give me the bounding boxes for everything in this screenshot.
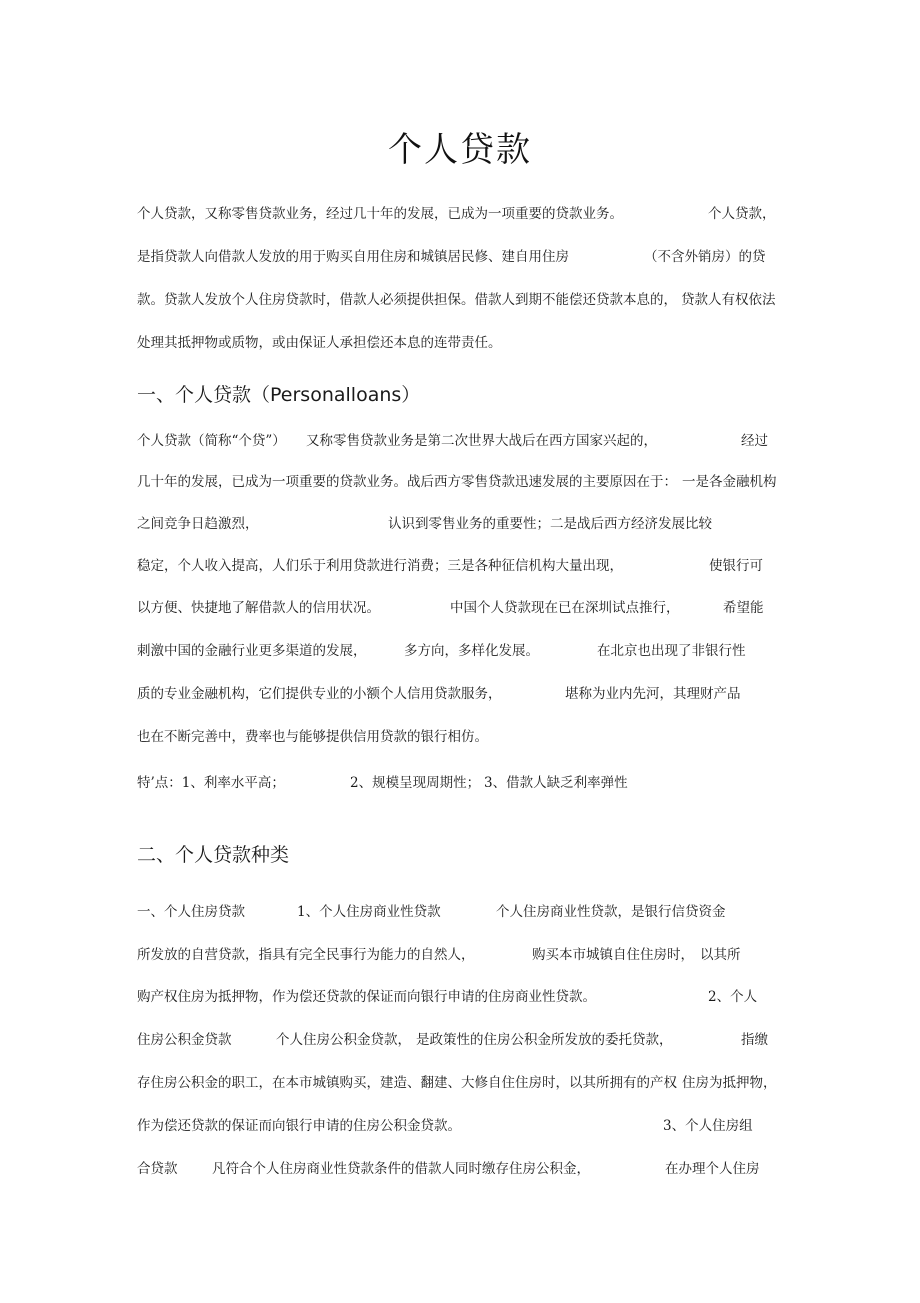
- text-segment: 又称零售贷款业务是第二次世界大战后在西方国家兴起的，: [306, 433, 657, 449]
- text-line: [0, 902, 920, 922]
- text-segment: 作为偿还贷款的保证而向银行申请的住房公积金贷款。: [137, 1118, 461, 1134]
- text-line: [0, 333, 920, 353]
- heading-suffix: ）: [401, 384, 421, 406]
- text-segment: 个人贷款，: [708, 206, 776, 222]
- text-line: [0, 727, 920, 747]
- text-segment: 一、个人住房贷款: [137, 904, 245, 920]
- text-segment: 3、个人住房组: [663, 1118, 753, 1134]
- text-segment: 存住房公积金的职工，在本市城镇购买，建造、翻建、大修自住住房时，以其所拥有的产权: [137, 1075, 677, 1091]
- text-segment: 所发放的自营贷款，指具有完全民事行为能力的自然人，: [137, 947, 475, 963]
- heading-latin: Personalloans: [270, 384, 402, 406]
- text-segment: 住房公积金贷款: [137, 1032, 232, 1048]
- text-segment: 多方向，多样化发展。: [404, 643, 539, 659]
- text-segment: 中国个人贷款现在已在深圳试点推行，: [450, 600, 680, 616]
- text-line: [0, 945, 920, 965]
- text-segment: 以方便、快捷地了解借款人的信用状况。: [137, 600, 380, 616]
- text-line: [0, 290, 920, 310]
- text-line: [0, 472, 920, 492]
- text-segment: 购产权住房为抵押物，作为偿还贷款的保证而向银行申请的住房商业性贷款。: [137, 989, 596, 1005]
- text-line: [0, 773, 920, 793]
- section-heading-2: 二、个人贷款种类: [137, 844, 290, 866]
- text-line: [0, 556, 920, 576]
- heading-prefix: 一、个人贷款（: [137, 384, 271, 406]
- text-segment: 款。贷款人发放个人住房贷款时，借款人必须提供担保。借款人到期不能偿还贷款本息的，: [137, 292, 677, 308]
- text-segment: 个人住房公积金贷款，: [276, 1032, 411, 1048]
- text-line: [0, 431, 920, 451]
- text-segment: 也在不断完善中，费率也与能够提供信用贷款的银行相仿。: [137, 729, 488, 745]
- text-line: [0, 598, 920, 618]
- text-line: [0, 1030, 920, 1050]
- page-title: 个人贷款: [388, 130, 532, 170]
- text-line: [0, 247, 920, 267]
- text-segment: 在北京也出现了非银行性: [597, 643, 746, 659]
- text-segment: 处理其抵押物或质物，或由保证人承担偿还本息的连带责任。: [137, 335, 502, 351]
- text-segment: 质的专业金融机构，它们提供专业的小额个人信用贷款服务，: [137, 686, 502, 702]
- text-segment: 稳定，个人收入提高，人们乐于利用贷款进行消费；三是各种征信机构大量出现，: [137, 558, 623, 574]
- text-line: [0, 1073, 920, 1093]
- text-segment: 认识到零售业务的重要性；二是战后西方经济发展比较: [388, 516, 712, 532]
- text-segment: （不含外销房）的贷: [644, 249, 766, 265]
- text-segment: 个人住房商业性贷款，是银行信贷资金: [496, 904, 726, 920]
- text-line: [0, 987, 920, 1007]
- text-segment: 指缴: [741, 1032, 768, 1048]
- text-segment: 个人贷款，又称零售贷款业务，经过几十年的发展，已成为一项重要的贷款业务。: [137, 206, 623, 222]
- text-segment: 几十年的发展，已成为一项重要的贷款业务。战后西方零售贷款迅速发展的主要原因在于：: [137, 474, 677, 490]
- text-segment: 3、借款人缺乏利率弹性: [484, 775, 628, 791]
- text-segment: 经过: [741, 433, 768, 449]
- text-line: [0, 514, 920, 534]
- text-segment: 住房为抵押物，: [682, 1075, 777, 1091]
- text-segment: 之间竞争日趋激烈，: [137, 516, 259, 532]
- text-segment: 凡符合个人住房商业性贷款条件的借款人同时缴存住房公积金，: [212, 1161, 590, 1177]
- text-segment: 购买本市城镇自住住房时，: [532, 947, 694, 963]
- text-segment: 在办理个人住房: [665, 1161, 760, 1177]
- text-segment: 使银行可: [709, 558, 763, 574]
- text-segment: 合贷款: [137, 1161, 178, 1177]
- text-segment: 2、规模呈现周期性；: [350, 775, 481, 791]
- text-line: [0, 204, 920, 224]
- text-segment: 刺激中国的金融行业更多渠道的发展，: [137, 643, 367, 659]
- text-line: [0, 641, 920, 661]
- text-segment: 特’点：1、利率水平高；: [137, 775, 285, 791]
- text-segment: 希望能: [723, 600, 764, 616]
- text-line: [0, 1116, 920, 1136]
- text-segment: 贷款人有权依法: [681, 292, 776, 308]
- text-segment: 以其所: [700, 947, 741, 963]
- text-segment: 是政策性的住房公积金所发放的委托贷款，: [416, 1032, 673, 1048]
- text-segment: 一是各金融机构: [682, 474, 777, 490]
- text-line: [0, 684, 920, 704]
- text-segment: 堪称为业内先河，其理财产品: [565, 686, 741, 702]
- text-segment: 2、个人: [708, 989, 758, 1005]
- text-segment: 1、个人住房商业性贷款: [297, 904, 441, 920]
- text-segment: 个人贷款（简称“个贷”）: [137, 433, 286, 449]
- section-heading-1: [137, 382, 420, 408]
- text-line: [0, 1159, 920, 1179]
- text-segment: 是指贷款人向借款人发放的用于购买自用住房和城镇居民修、建自用住房: [137, 249, 569, 265]
